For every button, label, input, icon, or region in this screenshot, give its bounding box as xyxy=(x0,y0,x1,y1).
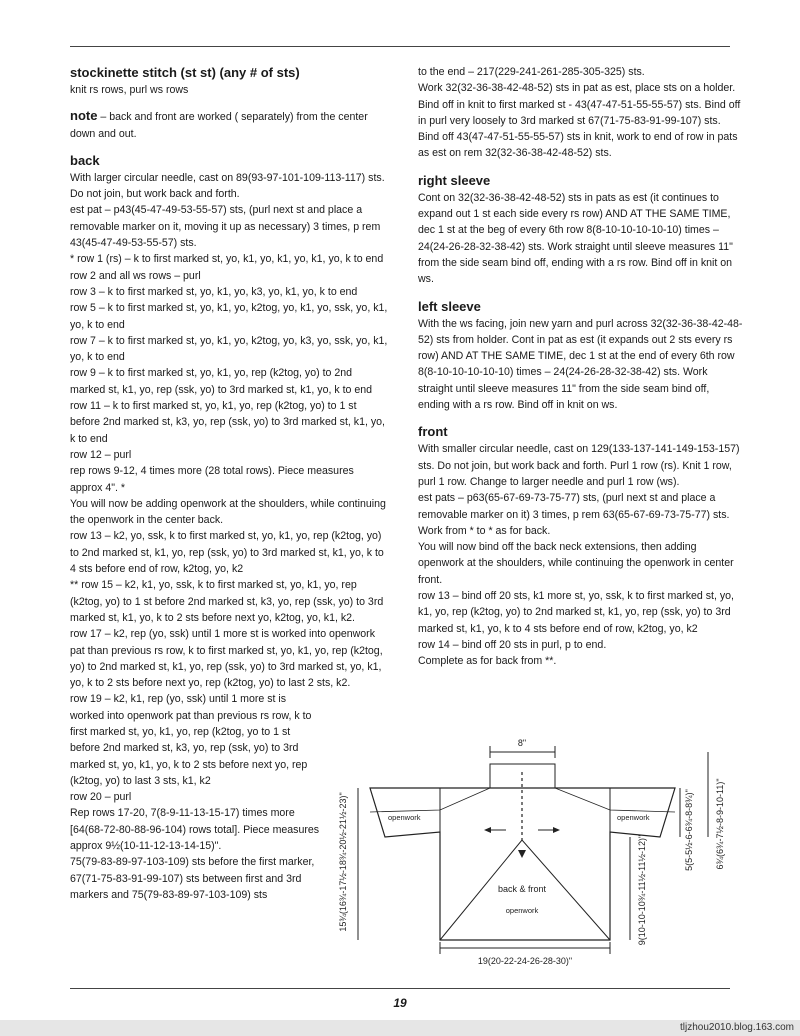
center-label: back & front xyxy=(497,884,547,894)
arrow-down-icon xyxy=(518,850,526,858)
right-sleeve-heading: right sleeve xyxy=(418,172,491,188)
left-openwork-label: openwork xyxy=(388,813,421,822)
side-height-label: 9(10-10-10¾-11½-11½-12)" xyxy=(637,834,647,946)
back-body: With larger circular needle, cast on 89(93-97-101-109-113-117) sts. Do not join, but work back and forth. est pat – p43(45-47-49-53-55-57) sts, (purl next st and place a removable marker on it, moving it up as necessary) 3 times, p rem 43(45-47-49-53-55-57) sts. * row 1 (rs) – k to first marked st, yo, k1, yo, k1, yo, k1, yo, k to end row 2 and all ws rows – purl row 3 – k to first marked st, yo, k1, yo, k3, yo, k1, yo, k to end row 5 – k to first marked st, yo, k1, yo, k2tog, yo, k1, yo, ssk, yo, k1, yo, k to end row 7 – k to first marked st, yo, k1, yo, k2tog, yo, k3, yo, ssk, yo, k1, yo, k to end row 9 – k to first marked st, yo, k1, yo, rep (k2tog, yo) to 2nd marked st, k1, yo, rep (ssk, yo) to 3rd marked st, k1, yo, k to end row 11 – k to first marked st, yo, k1, yo, rep (k2tog, yo) to 1 st before 2nd marked st, k3, yo, rep (ssk, yo) to 3rd marked st, k1, yo, k to end row 12 – purl rep rows 9-12, 4 times more (28 total rows). Piece measures approx 4". * You will now be adding openwork at the shoulders, while continuing the openwork in the center back. row 13 – k2, yo, ssk, k to first marked st, yo, k1, yo, rep (k2tog, yo) to 2nd marked st, k1, yo, rep (ssk, yo) to 3rd marked st, k1, yo, k to 4 sts before end of row, k2tog, yo, k2 ** row 15 – k2, k1, yo, ssk, k to first marked st, yo, k1, yo, rep (k2tog, yo) to 1 st before 2nd marked st, k3, yo, rep (ssk, yo) to 3rd marked st, k1, yo, k to 2 sts before next yo, k2tog, yo, k1, k2. row 17 – k2, rep (yo, ssk) until 1 more st is worked into openwork pat than previous rs row, k to first marked st, yo, k1, yo, rep (k2tog, yo) to 2nd marked st, k1, yo, rep (ssk, yo) to 3rd marked st, yo, k1, yo, k to 2 sts before next yo, rep (k2tog, yo) to last 2 sts, k2. xyxy=(70,171,388,690)
arrow-right-icon xyxy=(553,827,560,833)
stockinette-body: knit rs rows, purl ws rows xyxy=(70,84,189,96)
back-heading: back xyxy=(70,152,100,168)
right-column xyxy=(418,64,744,670)
note-paragraph xyxy=(70,108,388,142)
right-sleeve-body: Cont on 32(32-36-38-42-48-52) sts in pats as est (it continues to expand out 1 st each side every rs row) AND AT THE SAME TIME, dec 1 st at the beg of every 6th row 8(8-10-10-10-10-10) times – 24(24-26-28-32-38-42) sts. Work straight until sleeve measures 11" from the side seam bind off, ending with a rs row. Bind off in knit on ws. xyxy=(418,191,733,286)
sleeve-height-label: 6¾(6¾-7½-8-9-10-11)" xyxy=(715,778,725,870)
left-sleeve-body: With the ws facing, join new yarn and purl across 32(32-36-38-42-48-52) sts from holder. Cont in pat as est (it expands out 2 sts every rs row) AND AT THE SAME TIME, dec 1 st at the end of every 6th row 8(8-10-10-10-10-10) times – 24(24-26-28-32-38-42) sts. Work straight until sleeve measures 11" from the side seam bind off, ending with a rs row. Bind off in knit on ws. xyxy=(418,317,743,412)
note-heading: note xyxy=(70,108,98,124)
top-rule xyxy=(70,46,730,47)
arrow-left-icon xyxy=(484,827,491,833)
stockinette-heading: stockinette stitch (st st) (any # of sts) xyxy=(70,65,300,80)
left-height-label: 15¾(16¾-17½-18¾-20½-21½-23)" xyxy=(338,792,348,932)
right-openwork-edge xyxy=(555,788,675,812)
left-openwork-edge xyxy=(370,788,490,812)
center-openwork-label: openwork xyxy=(505,906,539,915)
front-body: With smaller circular needle, cast on 129(133-137-141-149-153-157) sts. Do not join, but work back and forth. Purl 1 row (rs). Knit 1 row, purl 1 row. Change to larger needle and purl 1 row (ws). est pats – p63(65-67-69-73-75-77) sts, (purl next st and place a removable marker on it) 3 times, p rem 63(65-67-69-73-75-77) sts. Work from * to * as for back. You will now bind off the back neck extensions, then adding openwork at the shoulders, while continuing the openwork in center front. row 13 – bind off 20 sts, k1 more st, yo, ssk, k to first marked st, yo, k1, yo, rep (k2tog, yo) to 2nd marked st, k1, yo, rep (ssk, yo) to 3rd marked st, k1, yo, k to 4 sts before end of row, k2tog, yo, k2 row 14 – bind off 20 sts in purl, p to end. Complete as for back from **. xyxy=(418,443,740,668)
page-number: 19 xyxy=(393,996,407,1010)
schematic-diagram xyxy=(330,732,750,972)
schematic-svg xyxy=(330,732,750,972)
back-body-continued: row 19 – k2, k1, rep (yo, ssk) until 1 more st is worked into openwork pat than previous rs row, k to first marked st, yo, k1, yo, rep (k2tog, yo to 1 st before 2nd marked st, k3, yo, rep (ssk, yo) to 3rd marked st, yo, k1, yo, k to 2 sts before next yo, rep (k2tog, yo) to last 3 sts, k1, k2 row 20 – purl Rep rows 17-20, 7(8-9-11-13-15-17) times more [64(68-72-80-88-96-104) rows total]. Piece measures approx 9½(10-11-12-13-14-15)". 75(79-83-89-97-103-109) sts before the first marker, 67(71-75-83-91-99-107) sts between first and 3rd markers and 75(79-83-89-97-103-109) sts xyxy=(70,693,320,901)
left-sleeve-heading: left sleeve xyxy=(418,298,481,314)
neck-width-label: 8" xyxy=(517,738,527,748)
front-heading: front xyxy=(418,424,448,440)
right-openwork-label: openwork xyxy=(617,813,650,822)
watermark: tljzhou2010.blog.163.com xyxy=(680,1022,794,1033)
sleeve-depth-label: 5(5-5½-6-6¾-8-8¾)" xyxy=(684,789,694,871)
bottom-width-label: 19(20-22-24-26-28-30)" xyxy=(477,956,573,966)
back-body-end: to the end – 217(229-241-261-285-305-325) sts. Work 32(32-36-38-42-48-52) sts in pat as est, place sts on a holder. Bind off in knit to first marked st - 43(47-47-51-55-55-57) sts. Bind off in purl very loosely to 3rd marked st 67(71-75-83-91-99-107) sts. Bind off 43(47-47-51-55-55-57) sts in knit, work to end of row in pats as est on rem 32(32-36-38-42-48-52) sts. xyxy=(418,66,741,160)
note-body: – back and front are worked ( separately) from the center down and out. xyxy=(70,111,368,140)
bottom-rule xyxy=(70,988,730,989)
